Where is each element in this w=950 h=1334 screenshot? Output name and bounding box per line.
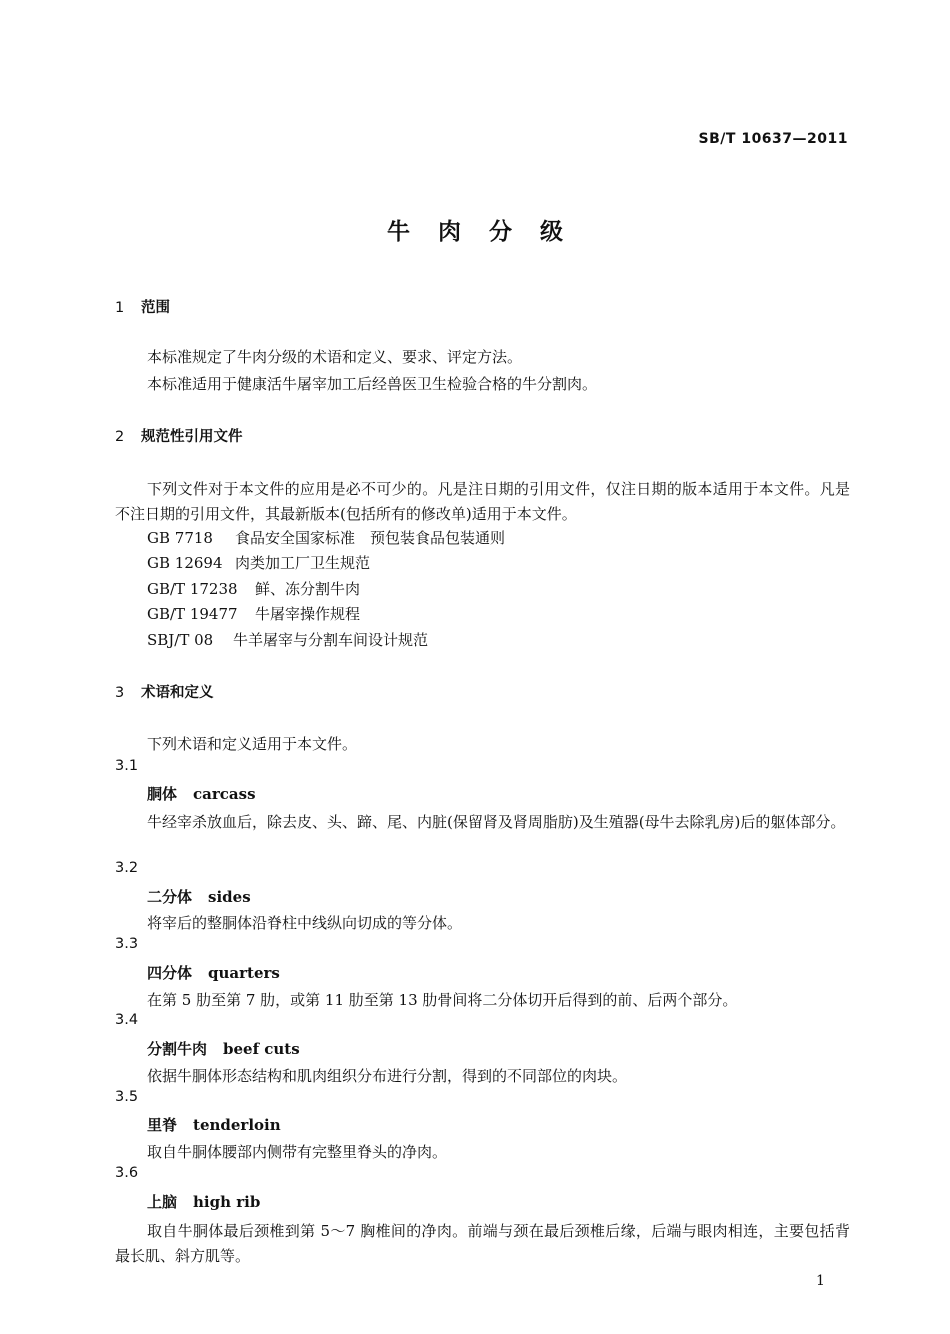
definition: 取自牛胴体腰部内侧带有完整里脊头的净肉。: [147, 1143, 448, 1161]
clause-number: 3.1: [115, 758, 139, 774]
term-en: quarters: [208, 964, 280, 982]
reference-item: [147, 527, 505, 548]
term: [147, 1114, 281, 1135]
reference-code: GB 12694: [147, 554, 223, 572]
reference-code: SBJ/T 08: [147, 631, 214, 649]
clause-number: 3.4: [115, 1012, 139, 1028]
section-1-heading: [115, 296, 170, 317]
reference-code: GB/T 17238: [147, 580, 238, 598]
term-en: sides: [208, 888, 251, 906]
paragraph: 本标准适用于健康活牛屠宰加工后经兽医卫生检验合格的牛分割肉。: [147, 375, 598, 393]
term-zh: 胴体: [147, 785, 178, 803]
reference-name: 肉类加工厂卫生规范: [235, 554, 371, 572]
section-3-heading: [115, 681, 214, 702]
term: [147, 1038, 300, 1059]
paragraph: 本标准规定了牛肉分级的术语和定义、要求、评定方法。: [147, 348, 523, 366]
clause-number: 3.3: [115, 936, 139, 952]
term-en: high rib: [193, 1193, 261, 1211]
term-zh: 四分体: [147, 964, 193, 982]
term-en: tenderloin: [193, 1116, 281, 1134]
definition: 依据牛胴体形态结构和肌肉组织分布进行分割，得到的不同部位的肉块。: [147, 1067, 628, 1085]
term-zh: 分割牛肉: [147, 1040, 208, 1058]
reference-item: [147, 603, 360, 624]
document-title: 牛肉分级: [387, 219, 591, 245]
term: [147, 1191, 260, 1212]
paragraph: 下列术语和定义适用于本文件。: [147, 735, 358, 753]
section-number: 2: [115, 429, 125, 445]
reference-name: 鲜、冻分割牛肉: [255, 580, 361, 598]
term: [147, 886, 251, 907]
reference-item: [147, 578, 360, 599]
section-title: 规范性引用文件: [141, 429, 243, 445]
page-number: 1: [816, 1273, 825, 1289]
definition: 取自牛胴体最后颈椎到第 5～7 胸椎间的净肉。前端与颈在最后颈椎后缘，后端与眼肉相连，主要包括背最长肌、斜方肌等。: [115, 1222, 850, 1265]
paragraph: 下列文件对于本文件的应用是必不可少的。凡是注日期的引用文件，仅注日期的版本适用于本文件。凡是不注日期的引用文件，其最新版本(包括所有的修改单)适用于本文件。: [115, 480, 850, 523]
clause-number: 3.2: [115, 860, 139, 876]
clause-number: 3.6: [115, 1165, 139, 1181]
definition: 在第 5 肋至第 7 肋，或第 11 肋至第 13 肋骨间将二分体切开后得到的前、后两个部分。: [147, 991, 738, 1009]
section-2-heading: [115, 425, 243, 446]
term: [147, 962, 280, 983]
reference-item: [147, 629, 428, 650]
term-zh: 里脊: [147, 1116, 178, 1134]
reference-item: [147, 552, 370, 573]
section-number: 1: [115, 300, 125, 316]
term: [147, 783, 256, 804]
standard-number: SB/T 10637—2011: [698, 131, 848, 147]
reference-code: GB/T 19477: [147, 605, 238, 623]
reference-name: 食品安全国家标准 预包装食品包装通则: [235, 529, 506, 547]
term-zh: 二分体: [147, 888, 193, 906]
section-title: 范围: [141, 300, 170, 316]
section-title: 术语和定义: [141, 685, 214, 701]
term-en: carcass: [193, 785, 256, 803]
term-en: beef cuts: [223, 1040, 300, 1058]
reference-code: GB 7718: [147, 529, 213, 547]
reference-name: 牛屠宰操作规程: [255, 605, 361, 623]
term-zh: 上脑: [147, 1193, 178, 1211]
reference-name: 牛羊屠宰与分割车间设计规范: [233, 631, 429, 649]
clause-number: 3.5: [115, 1089, 139, 1105]
section-number: 3: [115, 685, 125, 701]
definition: 将宰后的整胴体沿脊柱中线纵向切成的等分体。: [147, 914, 463, 932]
definition: 牛经宰杀放血后，除去皮、头、蹄、尾、内脏(保留肾及肾周脂肪)及生殖器(母牛去除乳房)后的躯体部分。: [147, 813, 846, 831]
